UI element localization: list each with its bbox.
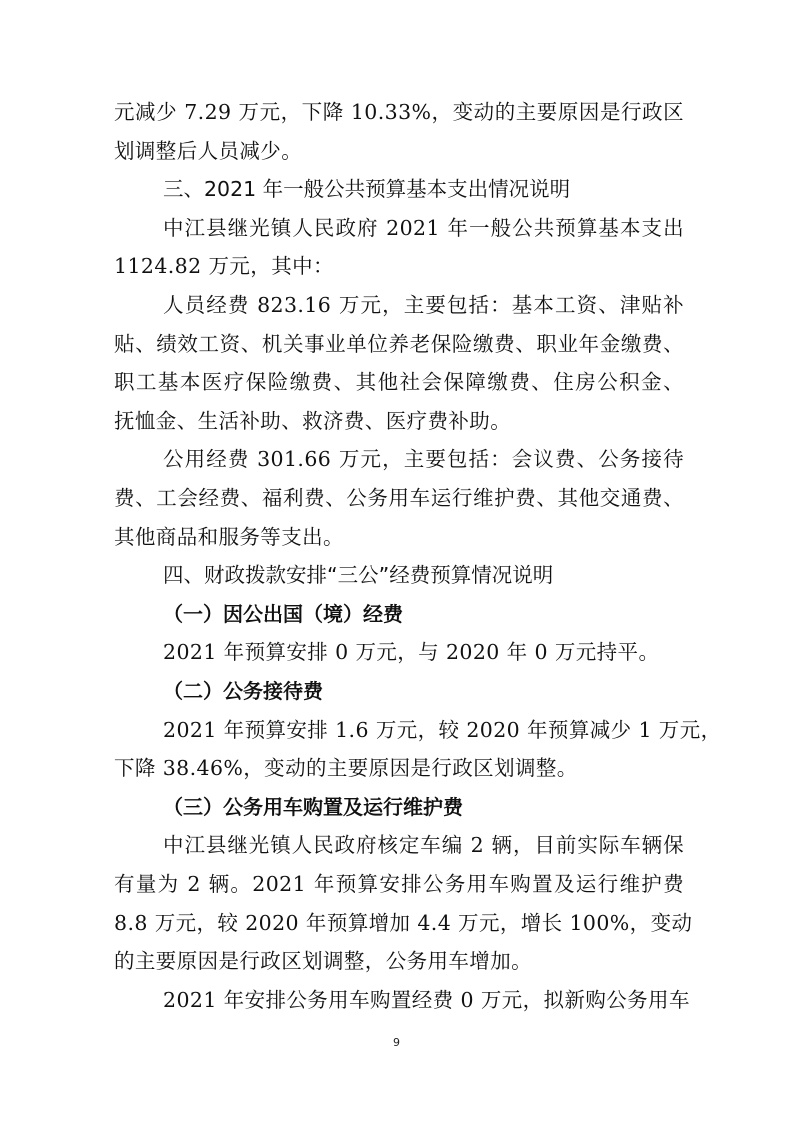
paragraph-line: 的主要原因是行政区划调整，公务用车增加。 xyxy=(114,949,532,973)
paragraph-line: 公用经费 301.66 万元，主要包括：会议费、公务接待 xyxy=(163,447,684,471)
paragraph-line: 人员经费 823.16 万元，主要包括：基本工资、津贴补 xyxy=(163,293,684,317)
paragraph-line: 元减少 7.29 万元，下降 10.33%，变动的主要原因是行政区 xyxy=(114,100,684,124)
paragraph-line: 划调整后人员减少。 xyxy=(114,139,303,163)
subheading: （二）公务接待费 xyxy=(163,679,323,703)
paragraph-line: 2021 年预算安排 1.6 万元，较 2020 年预算减少 1 万元， xyxy=(163,718,722,742)
paragraph-line: 职工基本医疗保险缴费、其他社会保障缴费、住房公积金、 xyxy=(114,370,684,394)
paragraph-line: 8.8 万元，较 2020 年预算增加 4.4 万元，增长 100%，变动 xyxy=(114,911,693,935)
paragraph-line: 其他商品和服务等支出。 xyxy=(114,525,344,549)
paragraph-line: 费、工会经费、福利费、公务用车运行维护费、其他交通费、 xyxy=(114,486,684,510)
paragraph-line: 贴、绩效工资、机关事业单位养老保险缴费、职业年金缴费、 xyxy=(114,332,684,356)
subheading: （三）公务用车购置及运行维护费 xyxy=(163,795,463,819)
paragraph-line: 有量为 2 辆。2021 年预算安排公务用车购置及运行维护费 xyxy=(114,872,684,896)
section-heading: 三、2021 年一般公共预算基本支出情况说明 xyxy=(163,177,571,201)
paragraph-line: 中江县继光镇人民政府 2021 年一般公共预算基本支出 xyxy=(163,216,684,240)
paragraph-line: 1124.82 万元，其中： xyxy=(114,254,334,278)
subheading: （一）因公出国（境）经费 xyxy=(163,602,403,626)
paragraph-line: 下降 38.46%，变动的主要原因是行政区划调整。 xyxy=(114,756,578,780)
paragraph-line: 抚恤金、生活补助、救济费、医疗费补助。 xyxy=(114,409,512,433)
paragraph-line: 中江县继光镇人民政府核定车编 2 辆，目前实际车辆保 xyxy=(163,833,684,857)
paragraph-line: 2021 年预算安排 0 万元，与 2020 年 0 万元持平。 xyxy=(163,640,660,664)
paragraph-line: 2021 年安排公务用车购置经费 0 万元，拟新购公务用车 xyxy=(163,988,690,1012)
section-heading: 四、财政拨款安排“三公”经费预算情况说明 xyxy=(163,563,554,587)
page-number: 9 xyxy=(393,1036,400,1049)
